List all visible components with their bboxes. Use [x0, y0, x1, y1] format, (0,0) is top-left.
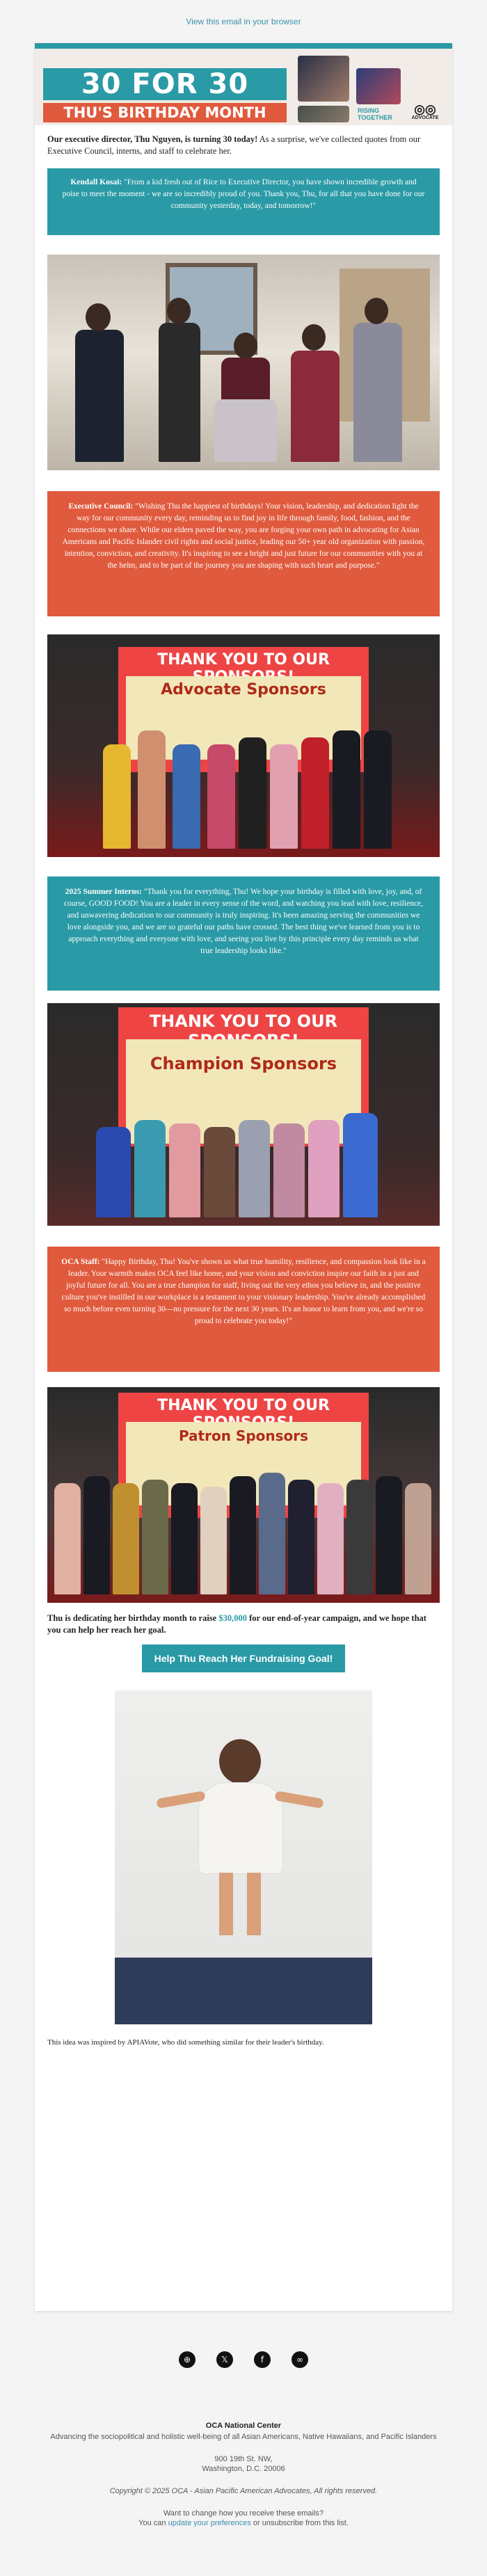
cta-wrapper: [35, 1645, 452, 1672]
top-accent-bar: [35, 43, 452, 49]
person: [259, 1473, 285, 1594]
closing-pre: Thu is dedicating her birthday month to raise: [47, 1613, 219, 1623]
person-head: [234, 333, 257, 359]
person: [317, 1483, 344, 1594]
footer-pref-question: Want to change how you receive these emails?: [163, 2509, 324, 2518]
hero-photo-1: [298, 56, 349, 102]
person-head: [365, 298, 388, 324]
fundraising-paragraph: [35, 1613, 452, 1640]
photo-office-group: [47, 255, 440, 470]
hero-photo-3: [298, 106, 349, 122]
quote-executive-council: [47, 491, 440, 616]
quote-speaker: 2025 Summer Interns:: [65, 888, 142, 896]
person: [288, 1480, 314, 1594]
person: [96, 1127, 131, 1217]
footer-org-name: OCA National Center: [205, 2422, 282, 2430]
footer: [0, 2421, 487, 2528]
footer-pref-pre: You can: [138, 2519, 168, 2527]
person: [207, 744, 235, 849]
person: [204, 1127, 235, 1217]
person: [376, 1476, 402, 1594]
footer-pref-line: [0, 2518, 487, 2528]
person: [54, 1483, 81, 1594]
person: [239, 737, 266, 849]
footer-address-line2: Washington, D.C. 20006: [202, 2465, 285, 2473]
social-links: [0, 2351, 487, 2368]
closing-post: for our end-of-year campaign, and we hope that you can help her reach her goal.: [47, 1613, 426, 1635]
person: [333, 730, 360, 849]
baby-dress: [198, 1782, 283, 1874]
hero-banner: [35, 49, 452, 125]
person: [343, 1113, 378, 1217]
person: [291, 351, 340, 462]
person: [273, 1123, 305, 1217]
quote-oca-staff: [47, 1247, 440, 1372]
person: [270, 744, 298, 849]
website-icon[interactable]: ⊕: [179, 2351, 195, 2368]
oca-logo: [409, 103, 441, 122]
email-card: [35, 43, 452, 2311]
person: [75, 330, 124, 462]
person: [405, 1483, 431, 1594]
person: [138, 730, 166, 849]
person: [134, 1120, 166, 1217]
inspiration-footnote: This idea was inspired by APIAVote, who did something similar for their leader's birthday.: [47, 2038, 324, 2047]
person-head: [302, 324, 326, 351]
quote-text: "Happy Birthday, Thu! You've shown us what true humility, resilience, and compassion look like in a leader. Your warmth makes OCA feel like home, and your vision and conviction inspire our faith in a just and joyful future for all. You are a true champion for staff, living out the very ethos you believe in, and the positive culture you've instilled in our workplace is a testament to your visionary leadership. You've already accomplished so much before even turning 30—no pressure for the next 30 years. It's an honor to learn from you, and we're so proud to celebrate you today!": [61, 1258, 426, 1325]
photo-patron-sponsors: [47, 1387, 440, 1603]
baby-leg: [219, 1873, 233, 1935]
footer-pref-post: or unsubscribe from this list.: [250, 2519, 349, 2527]
quote-text: "Thank you for everything, Thu! We hope your birthday is filled with love, joy, and, of course, GOOD FOOD! You are a leader in every sense of the word, and watching you lead with love, resilience, and unwavering dedication to our community is truly inspiring. It's been amazing serving the communities we love alongside you, and we are so grateful our paths have crossed. The best thing we've learned from you is to approach everything and everyone with love, and seeing you live by this principle every day reminds us what true leadership looks like.": [63, 888, 424, 955]
intro-rest: As a surprise, we've collected quotes from our Executive Council, interns, and staff to celebrate her.: [47, 134, 421, 156]
quote-speaker: Executive Council:: [68, 502, 134, 511]
person: [83, 1476, 110, 1594]
quote-speaker: OCA Staff:: [61, 1258, 100, 1266]
quote-speaker: Kendall Kosai:: [70, 178, 122, 186]
sign-title: THANK YOU TO OUR: [157, 1397, 330, 1414]
person: [171, 1483, 198, 1594]
fundraising-goal-button[interactable]: Help Thu Reach Her Fundraising Goal!: [142, 1645, 346, 1672]
photo-baby: [115, 1690, 372, 2024]
person: [230, 1476, 256, 1594]
person: [173, 744, 200, 849]
person: [308, 1120, 340, 1217]
person: [364, 730, 392, 849]
photo-champion-sponsors: [47, 1003, 440, 1226]
link-icon[interactable]: ∞: [292, 2351, 308, 2368]
quote-summer-interns: [47, 877, 440, 991]
person: [214, 399, 277, 462]
person-head: [86, 303, 111, 331]
person: [301, 737, 329, 849]
baby-leg: [247, 1873, 261, 1935]
hero-photo-2: [356, 68, 401, 104]
quote-text: "From a kid fresh out of Rice to Executive Director, you have shown incredible growth and poise to meet the moment - we are so incredibly proud of you. Thank you, Thu, for all that you have done for our community yesterday, today, and tomorrow!": [62, 178, 425, 210]
intro-paragraph: [35, 125, 452, 168]
oca-rings-icon: ◎◎: [414, 102, 436, 116]
facebook-icon[interactable]: f: [254, 2351, 271, 2368]
hero-subtitle: THU'S BIRTHDAY MONTH: [43, 103, 287, 122]
view-in-browser-link[interactable]: View this email in your browser: [186, 17, 301, 26]
sign-tier: Patron Sponsors: [126, 1422, 361, 1505]
fundraising-amount: $30,000: [218, 1613, 247, 1623]
person: [103, 744, 131, 849]
baby-head: [219, 1739, 261, 1784]
person: [346, 1480, 373, 1594]
hero-title: 30 FOR 30: [43, 68, 287, 100]
quote-kendall: [47, 168, 440, 235]
update-preferences-link[interactable]: update your preferences: [168, 2519, 251, 2527]
person: [200, 1487, 227, 1594]
photo-advocate-sponsors: [47, 634, 440, 857]
topbar: [0, 0, 487, 43]
person: [169, 1123, 200, 1217]
person: [113, 1483, 139, 1594]
footer-mission: Advancing the sociopolitical and holistic well-being of all Asian Americans, Native Hawaiians, and Pacific Islanders: [50, 2433, 437, 2441]
footer-copyright: Copyright © 2025 OCA - Asian Pacific American Advocates, All rights reserved.: [109, 2487, 378, 2495]
person: [159, 323, 200, 462]
sign-tier: Champion Sponsors: [126, 1039, 361, 1144]
sign-title: THANK YOU TO OUR: [149, 1011, 338, 1031]
person: [239, 1120, 270, 1217]
rising-together-logo: RISING TOGETHER: [358, 107, 392, 121]
footer-address-line1: 900 19th St. NW,: [214, 2455, 273, 2463]
oca-logo-text: ADVOCATE: [411, 115, 439, 120]
quote-text: "Wishing Thu the happiest of birthdays! Your vision, leadership, and dedication light the way for our community every day, reminding us to find joy in life through family, food, fashion, and the connections we share. While our elders paved the way, you are forging your own path in advocating for Asian Americans and Pacific Islander civil rights and social justice, leading our 50+ year old organization with passion, intention, conviction, and creativity. It's inspiring to see a bright and just future for our communities with you at the helm, and to be part of the journey you are shaping with such heart and purpose.": [62, 502, 425, 570]
sign-title: THANK YOU TO OUR: [157, 651, 330, 669]
person: [353, 323, 402, 462]
person: [142, 1480, 168, 1594]
person-head: [167, 298, 191, 324]
sign-tier: Advocate Sponsors: [126, 676, 361, 760]
intro-bold: Our executive director, Thu Nguyen, is turning 30 today!: [47, 134, 258, 144]
x-icon[interactable]: 𝕏: [216, 2351, 233, 2368]
